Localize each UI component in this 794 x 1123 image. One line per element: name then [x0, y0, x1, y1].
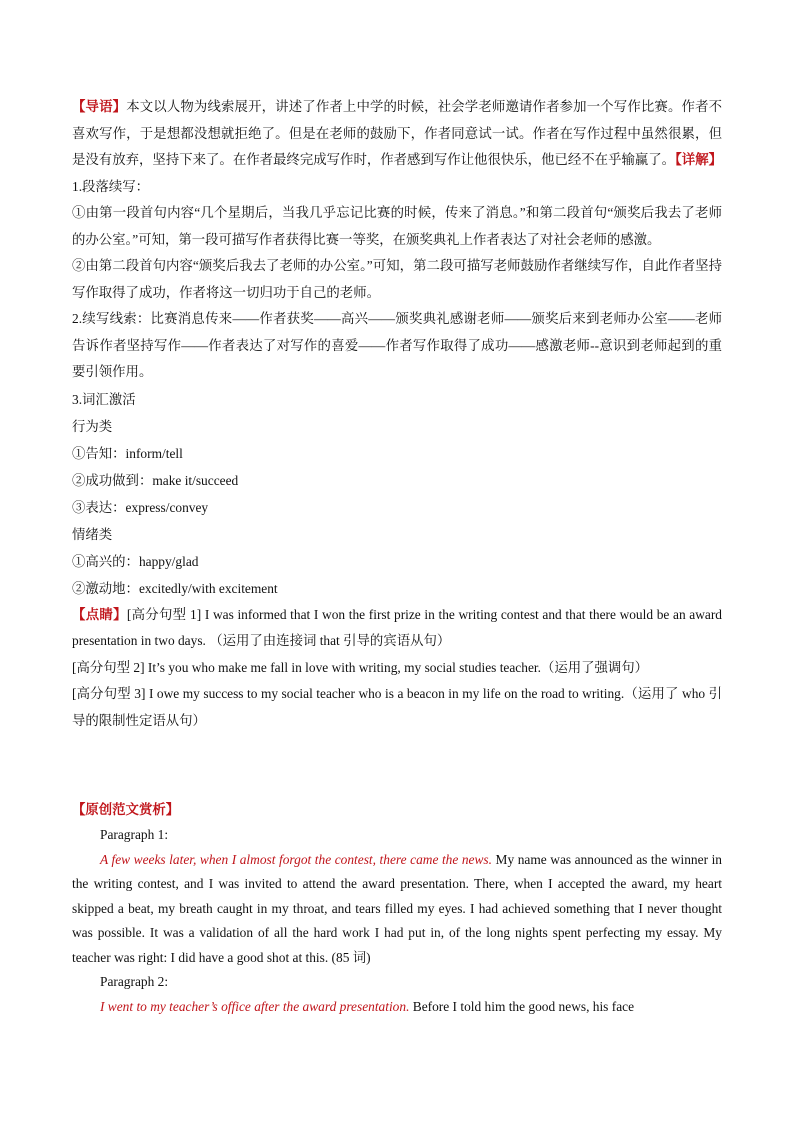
paragraph-1-opening: A few weeks later, when I almost forgot the contest, there came the news.: [100, 851, 492, 867]
vocab-item: ③表达：express/convey: [72, 499, 209, 515]
vocab-title: 3.词汇激活: [72, 391, 136, 407]
paragraph-2-body: Before I told him the good news, his face: [409, 998, 635, 1014]
paragraph-1-text: [72, 848, 722, 971]
guide-text: 本文以人物为线索展开，讲述了作者上中学的时候，社会学老师邀请作者参加一个写作比赛。作者不喜欢写作，于是想都没想就拒绝了。但是在老师的鼓励下，作者同意试一试。作者在写作过程中虽然很累，但是没有放弃，坚持下来了。在作者最终完成写作时，作者感到写作让他很快乐，他已经不在乎输赢了。: [72, 99, 723, 167]
paragraph-1-label: Paragraph 1:: [100, 827, 169, 842]
vocab-item: ①高兴的：happy/glad: [72, 553, 199, 569]
section-spacer: [72, 734, 722, 790]
paragraph-2-opening: I went to my teacher’s office after the award presentation.: [100, 998, 410, 1014]
vocab-item: ②激动地：excitedly/with excitement: [72, 580, 278, 596]
writing-clue: 2.续写线索：比赛消息传来——作者获奖——高兴——颁奖典礼感谢老师——颁奖后来到老师办公室——老师告诉作者坚持写作——作者表达了对写作的喜爱——作者写作取得了成功——感激老师--意识到老师起到的重要引领作用。: [72, 311, 722, 379]
paragraph-1-body: My name was announced as the winner in the writing contest, and I was invited to attend the award presentation. There, when I accepted the award, my heart skipped a beat, my breath caught in my throat, and tears filled my eyes. I had achieved something that I never thought was possible. It was a validation of all the hard work I had put in, of the long nights spent perfecting my essay. My teacher was right: I did have a good shot at this. (85 词): [72, 851, 723, 965]
paragraph-2-text: [72, 995, 722, 1020]
analysis-point-2: ②由第二段首句内容“颁奖后我去了老师的办公室。”可知，第二段可描写老师鼓励作者继续写作，自此作者坚持写作取得了成功，作者将这一切归功于自己的老师。: [72, 258, 722, 300]
vocab-item: ①告知：inform/tell: [72, 445, 183, 461]
highlight-text-1: [高分句型 1] I was informed that I won the first prize in the writing contest and that there would be an award presentation in two days. （运用了由连接词 that 引导的宾语从句）: [72, 606, 723, 648]
vocab-item: ②成功做到：make it/succeed: [72, 472, 239, 488]
highlight-sentence-2: [高分句型 2] It’s you who make me fall in love with writing, my social studies teacher.（运用了强调句）: [72, 659, 649, 675]
highlight-sentence-1: [72, 602, 722, 655]
paragraph-2-label: Paragraph 2:: [100, 974, 169, 989]
guide-tag: 【导语】: [72, 99, 127, 114]
guide-paragraph: [72, 94, 722, 200]
detail-tag: 【详解】: [675, 152, 722, 167]
highlight-tag: 【点睛】: [72, 606, 127, 622]
category-action: 行为类: [72, 418, 113, 434]
detail-text: 1.段落续写：: [72, 178, 149, 194]
analysis-point-1: ①由第一段首句内容“几个星期后，当我几乎忘记比赛的时候，传来了消息。”和第二段首句“颁奖后我去了老师的办公室。”可知，第一段可描写作者获得比赛一等奖，在颁奖典礼上作者表达了对社会老师的感激。: [72, 205, 722, 247]
highlight-sentence-3: [高分句型 3] I owe my success to my social teacher who is a beacon in my life on the road to writing.（运用了 who 引导的限制性定语从句）: [72, 686, 722, 728]
category-emotion: 情绪类: [72, 526, 113, 542]
document-page: [72, 94, 722, 1019]
essay-section-title: 【原创范文赏析】: [72, 802, 180, 817]
